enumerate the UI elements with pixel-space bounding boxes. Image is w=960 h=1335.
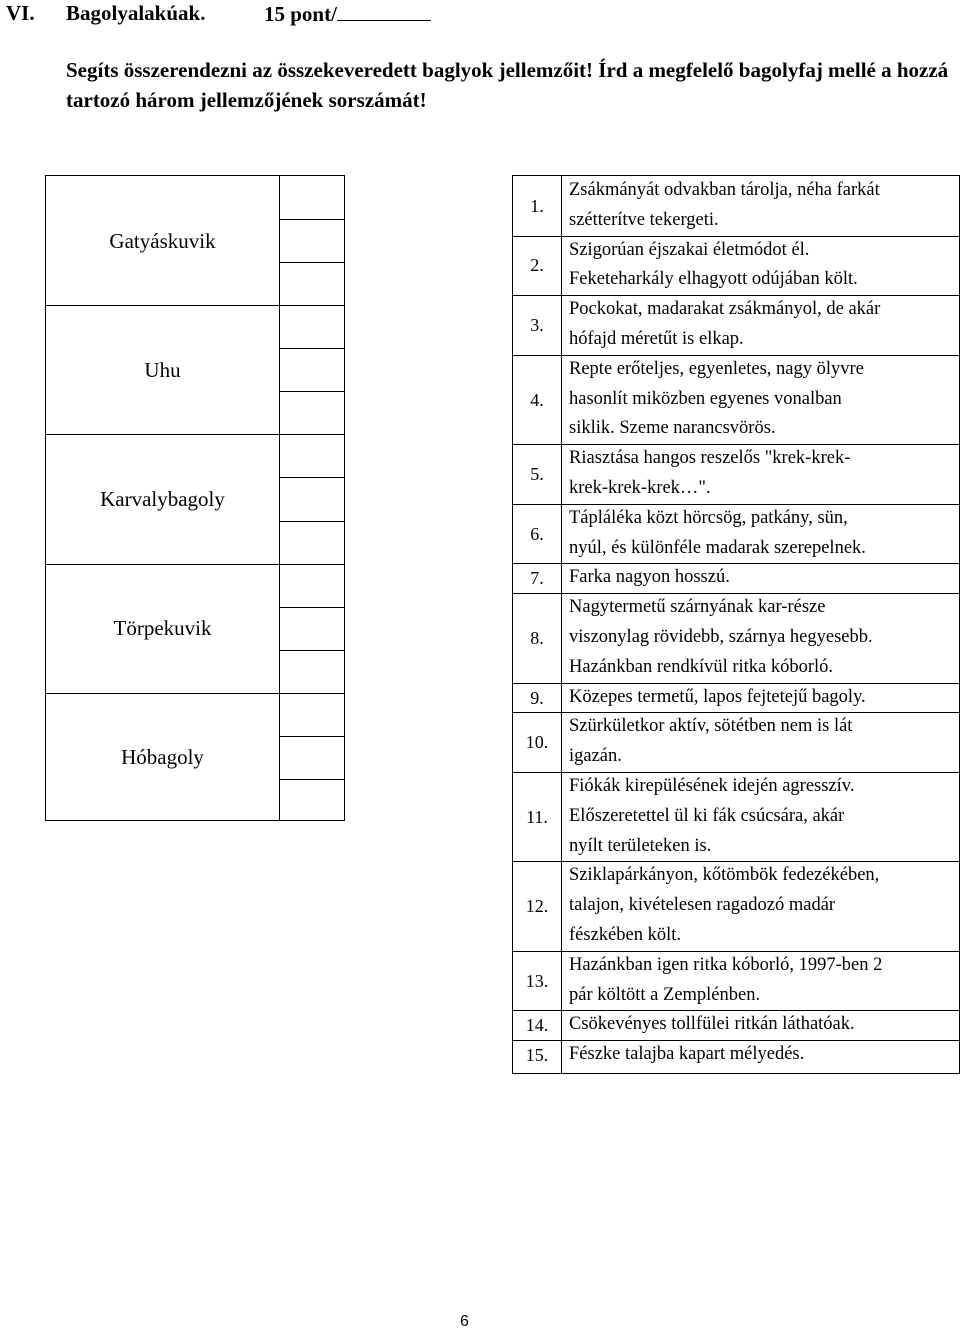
trait-number: 6. [530, 523, 544, 544]
trait-number: 15. [525, 1045, 549, 1066]
trait-text: Hazánkban igen ritka kóborló, 1997-ben 2 pár költött a Zemplénben. [569, 954, 883, 1005]
trait-text: Zsákmányát odvakban tárolja, néha farkát szétterítve tekergeti. [569, 180, 880, 230]
owl-table [45, 175, 345, 821]
points-text: 15 pont/ [264, 2, 337, 26]
answer-cell[interactable] [280, 522, 343, 563]
trait-number: 3. [530, 315, 544, 335]
page-number: 6 [460, 1313, 469, 1330]
answer-cell[interactable] [280, 220, 343, 261]
trait-number: 7. [530, 568, 544, 589]
answer-cell[interactable] [280, 306, 343, 347]
answer-cell[interactable] [280, 608, 343, 649]
trait-text: Pockokat, madarakat zsákmányol, de akár hófajd méretűt is elkap. [569, 299, 881, 349]
trait-number: 11. [526, 806, 548, 827]
answer-cell[interactable] [280, 651, 343, 692]
trait-number: 5. [530, 464, 544, 484]
trait-text: Tápláléka közt hörcsög, patkány, sün, nyúl, és különféle madarak szerepelnek. [569, 507, 866, 558]
owl-name: Gatyáskuvik [109, 229, 216, 253]
answer-cell[interactable] [280, 694, 343, 735]
trait-number: 9. [530, 687, 544, 708]
owl-name: Uhu [144, 358, 181, 382]
instructions: Segíts összerendezni az összekeveredett baglyok jellemzőit! Írd a megfelelő bagolyfaj mellé a hozzá tartozó három jellemzőjének sorszámát! [66, 58, 949, 112]
trait-number: 4. [530, 389, 544, 410]
section-number: VI. [6, 1, 35, 25]
trait-text: Riasztása hangos reszelős "krek-krek- krek-krek-krek…". [569, 448, 851, 498]
points-blank-line[interactable] [337, 0, 431, 21]
answer-cell[interactable] [280, 435, 343, 476]
answer-cell[interactable] [280, 478, 343, 519]
points-label [264, 0, 431, 27]
trait-number: 2. [530, 255, 544, 276]
trait-text: Repte erőteljes, egyenletes, nagy ölyvre hasonlít miközben egyenes vonalban siklik. Szeme narancsvörös. [569, 358, 864, 439]
trait-number: 14. [525, 1015, 549, 1036]
trait-text: Fiókák kirepülésének idején agresszív. Előszeretettel ül ki fák csúcsára, akár nyílt területeken is. [569, 776, 855, 856]
answer-cell[interactable] [280, 565, 343, 606]
owl-name: Karvalybagoly [100, 487, 225, 511]
trait-text: Sziklapárkányon, kőtömbök fedezékében, talajon, kivételesen ragadozó madár fészkében költ. [569, 865, 880, 945]
trait-number: 13. [525, 970, 549, 991]
trait-text: Csökevényes tollfülei ritkán láthatóak. [569, 1014, 855, 1035]
answer-cell[interactable] [280, 737, 343, 778]
trait-text: Szigorúan éjszakai életmódot él. Feketeharkály elhagyott odújában költ. [569, 239, 858, 290]
trait-text: Szürkületkor aktív, sötétben nem is lát igazán. [569, 716, 853, 767]
answer-cell[interactable] [280, 780, 343, 821]
trait-number: 1. [530, 195, 544, 216]
trait-text: Nagytermetű szárnyának kar-része viszonylag rövidebb, szárnya hegyesebb. Hazánkban rendkívül ritka kóborló. [569, 597, 873, 677]
answer-cell[interactable] [280, 177, 343, 218]
answer-cell[interactable] [280, 263, 343, 304]
answer-cell[interactable] [280, 349, 343, 390]
section-title: Bagolyalakúak. [66, 1, 206, 25]
answer-cell[interactable] [280, 392, 343, 433]
trait-number: 10. [525, 732, 549, 753]
trait-number: 8. [530, 627, 544, 648]
trait-text: Közepes termetű, lapos fejtetejű bagoly. [569, 686, 866, 707]
trait-number: 12. [525, 896, 549, 917]
owl-name: Törpekuvik [113, 616, 212, 640]
trait-text: Fészke talajba kapart mélyedés. [569, 1044, 805, 1065]
trait-text: Farka nagyon hosszú. [569, 567, 730, 588]
traits-table [512, 175, 960, 1074]
traits-table-divider [561, 176, 562, 1073]
owl-name: Hóbagoly [121, 745, 204, 769]
